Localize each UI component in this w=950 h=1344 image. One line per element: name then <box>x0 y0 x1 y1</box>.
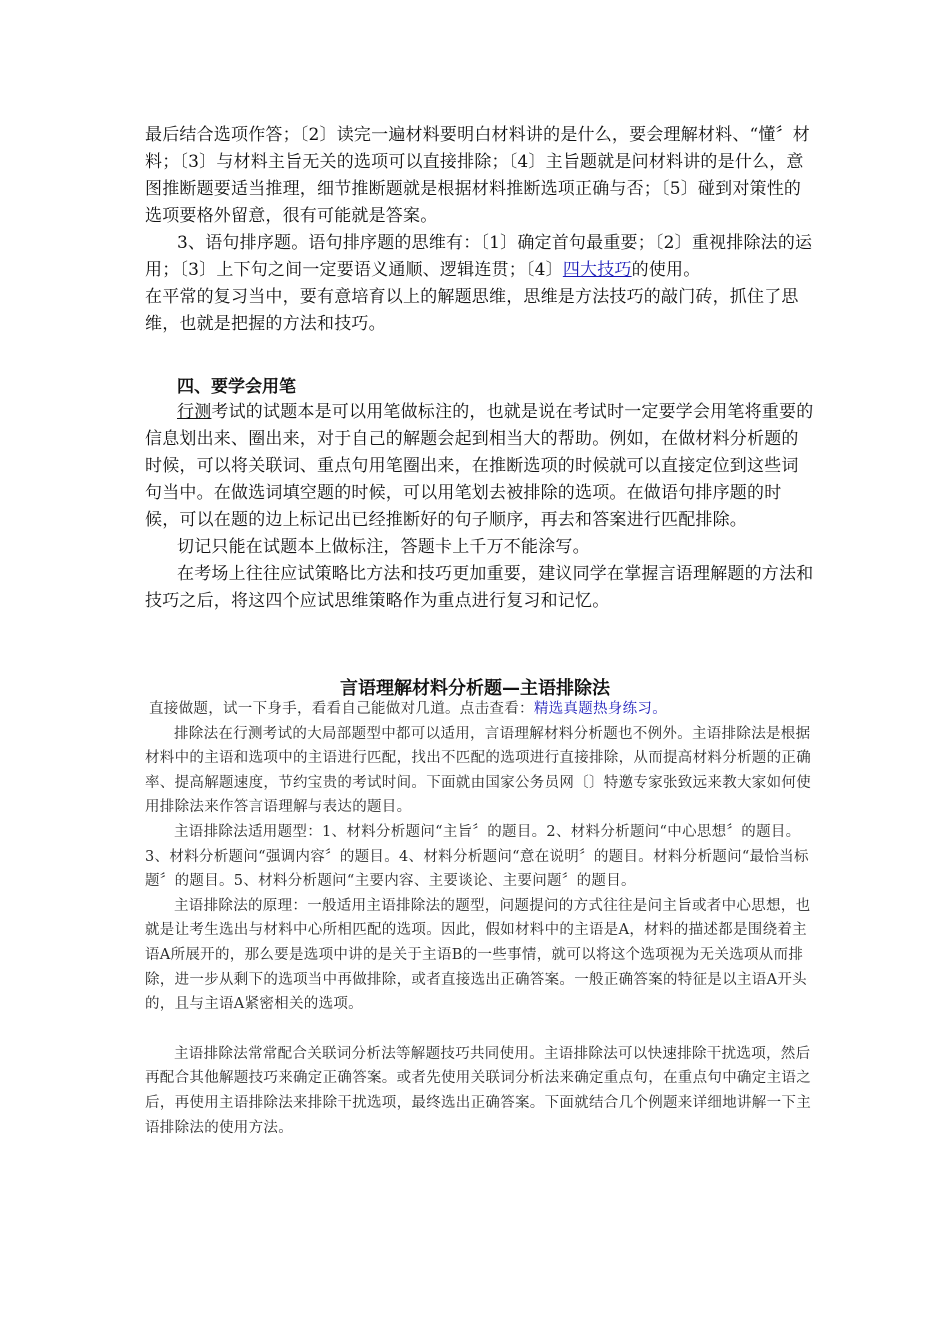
warmup-practice-link[interactable]: 精选真题热身练习。 <box>533 701 668 717</box>
paragraph-material-analysis-cont: 最后结合选项作答；〔2〕读完一遍材料要明白材料讲的是什么，要会理解材料、“懂〞材料；〔3〕与材料主旨无关的选项可以直接排除；〔4〕主旨题就是问材料讲的是什么，意图推断题要适当推理，细节推断题就是根据材料推断选项正确与否；〔5〕碰到对策性的选项要格外留意，很有可能就是答案。 <box>145 125 811 226</box>
section-heading-use-pen: 四、要学会用笔 <box>177 377 296 397</box>
paragraph-applicable-types: 主语排除法适用题型：1、材料分析题问“主旨〞的题目。2、材料分析题问“中心思想〞的题目。3、材料分析题问“强调内容〞的题目。4、材料分析题问“意在说明〞的题目。材料分析题问“最恰当标题〞的题目。5、材料分析题问“主要内容、主要谈论、主要问题〞的题目。 <box>145 823 809 890</box>
paragraph-exclusion-intro: 排除法在行测考试的大局部题型中都可以适用，言语理解材料分析题也不例外。主语排除法是根据材料中的主语和选项中的主语进行匹配，找出不匹配的选项进行直接排除，从而提高材料分析题的正确率、提高解题速度，节约宝贵的考试时间。下面就由国家公务员网〔〕特邀专家张致远来教大家如何使用排除法来作答言语理解与表达的题目。 <box>145 725 811 816</box>
paragraph-principle: 主语排除法的原理：一般适用主语排除法的题型，问题提问的方式往往是问主旨或者中心思想，也就是让考生选出与材料中心所相匹配的选项。因此，假如材料中的主语是A，材料的描述都是围绕着主语A所展开的，那么要是选项中讲的是关于主语B的一些事情，就可以将这个选项视为无关选项从而排除，进一步从剩下的选项当中再做排除，或者直接选出正确答案。一般正确答案的特征是以主语A开头的，且与主语A紧密相关的选项。 <box>145 897 811 1013</box>
paragraph-exam-strategy: 在考场上往往应试策略比方法和技巧更加重要，建议同学在掌握言语理解题的方法和技巧之后，将这四个应试思维策略作为重点进行复习和记忆。 <box>145 564 814 611</box>
intro-line <box>145 697 811 722</box>
intro-text: 直接做题，试一下身手，看看自己能做对几道。点击查看： <box>149 701 534 717</box>
paragraph-sentence-ordering <box>145 230 815 284</box>
paragraph-answer-sheet-warning: 切记只能在试题本上做标注，答题卡上千万不能涂写。 <box>177 537 590 557</box>
ordering-text-before: 3、语句排序题。语句排序题的思维有：〔1〕确定首句最重要；〔2〕重视排除法的运用；〔3〕上下句之间一定要语义通顺、逻辑连贯；〔4〕 <box>145 233 813 280</box>
paragraph-combined-usage: 主语排除法常常配合关联词分析法等解题技巧共同使用。主语排除法可以快速排除干扰选项，然后再配合其他解题技巧来确定正确答案。或者先使用关联词分析法来确定重点句，在重点句中确定主语之后，再使用主语排除法来排除干扰选项，最终选出正确答案。下面就结合几个例题来详细地讲解一下主语排除法的使用方法。 <box>145 1045 811 1136</box>
pen-section <box>145 372 815 615</box>
top-section <box>145 122 815 338</box>
paragraph-pen-marking <box>145 399 815 534</box>
ordering-text-after: 的使用。 <box>631 260 701 280</box>
four-techniques-link[interactable]: 四大技巧 <box>562 260 632 280</box>
subject-section <box>145 697 811 1140</box>
xingce-term: 行测 <box>177 402 212 422</box>
pen-marking-text: 考试的试题本是可以用笔做标注的，也就是说在考试时一定要学会用笔将重要的信息划出来、圈出来，对于自己的解题会起到相当大的帮助。例如，在做材料分析题的时候，可以将关联词、重点句用笔圈出来，在推断选项的时候就可以直接定位到这些词句当中。在做选词填空题的时候，可以用笔划去被排除的选项。在做语句排序题的时候，可以在题的边上标记出已经推断好的句子顺序，再去和答案进行匹配排除。 <box>145 402 814 530</box>
article-title: 言语理解材料分析题—主语排除法 <box>340 678 610 699</box>
paragraph-review-thinking: 在平常的复习当中，要有意培育以上的解题思维，思维是方法技巧的敲门砖，抓住了思维，也就是把握的方法和技巧。 <box>145 287 799 334</box>
